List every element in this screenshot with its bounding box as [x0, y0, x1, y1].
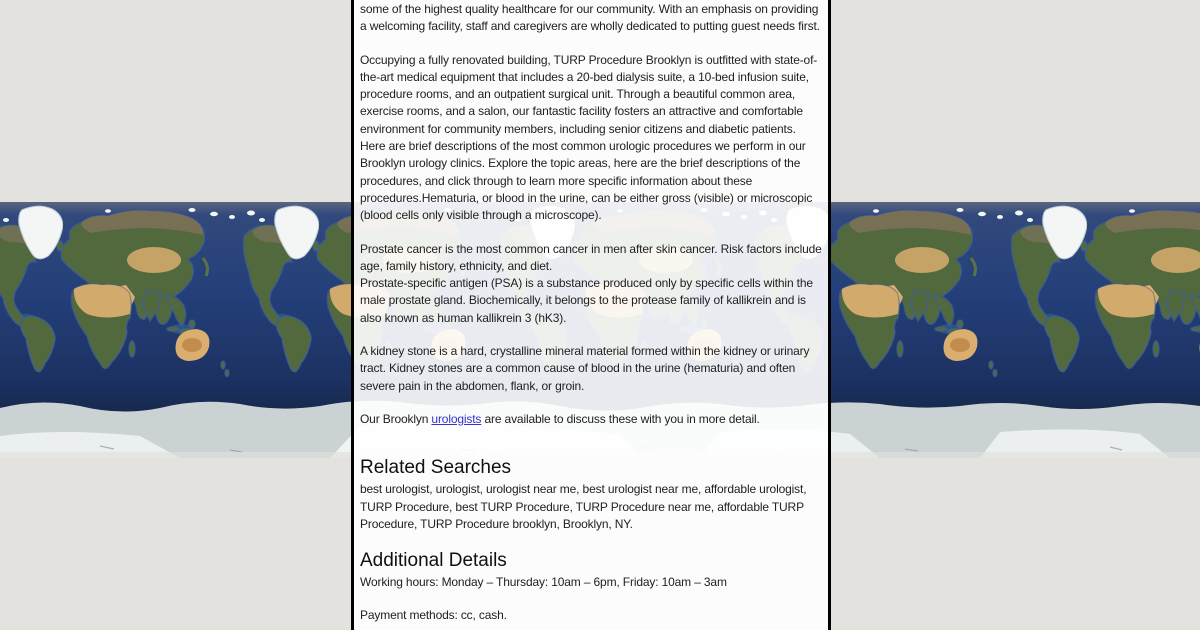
- closing-after-link: are available to discuss these with you in more detail.: [481, 411, 760, 426]
- payment-methods-line: Payment methods: cc, cash.: [360, 608, 507, 623]
- working-hours-line: Working hours: Monday – Thursday: 10am – 6pm, Friday: 10am – 3am: [360, 575, 727, 590]
- facility-paragraph: Occupying a fully renovated building, TURP Procedure Brooklyn is outfitted with state-of-the-art medical equipment that includes a 20-bed dialysis suite, a 10-bed infusion suite, procedure rooms, and an outpatient surgical unit. Through a beautiful common area, exercise rooms, and a salon, our fantastic facility fosters an attractive and comfortable environment for community members, including senior citizens and diabetic patients. Here are brief descriptions of the most common urologic procedures we perform in our Brooklyn urology clinics. Explore the topic areas, here are the brief descriptions of the procedures, and click through to learn more specific information about these procedures.Hematuria, or blood in the urine, can be either gross (visible) or microscopic (blood cells only visible through a microscope).: [360, 52, 818, 223]
- related-searches-terms: best urologist, urologist, urologist near me, best urologist near me, affordable urologist, TURP Procedure, best TURP Procedure, TURP Procedure near me, affordable TURP Procedure, TURP Procedure brooklyn, Brooklyn, NY.: [360, 482, 807, 531]
- closing-before-link: Our Brooklyn: [360, 411, 432, 426]
- additional-details-heading: Additional Details: [360, 550, 507, 572]
- urologists-link[interactable]: urologists: [431, 411, 482, 426]
- prostate-cancer-text: Prostate cancer is the most common cancer in men after skin cancer. Risk factors include age, family history, ethnicity, and diet.: [360, 241, 822, 273]
- intro-paragraph: some of the highest quality healthcare for our community. With an emphasis on providing a welcoming facility, staff and caregivers are wholly dedicated to putting guest needs first.: [360, 2, 820, 34]
- psa-text: Prostate-specific antigen (PSA) is a substance produced only by specific cells within the male prostate gland. Biochemically, it belongs to the protease family of kallikrein and is also known as human kallikrein 3 (hK3).: [360, 276, 813, 325]
- prostate-paragraph: [360, 241, 822, 327]
- related-searches-heading: Related Searches: [360, 457, 512, 479]
- content-panel: [351, 0, 831, 630]
- kidney-paragraph: A kidney stone is a hard, crystalline mineral material formed within the kidney or urinary tract. Kidney stones are a common cause of blood in the urine (hematuria) and often severe pain in the abdomen, flank, or groin.: [360, 344, 810, 393]
- closing-paragraph: [360, 411, 822, 428]
